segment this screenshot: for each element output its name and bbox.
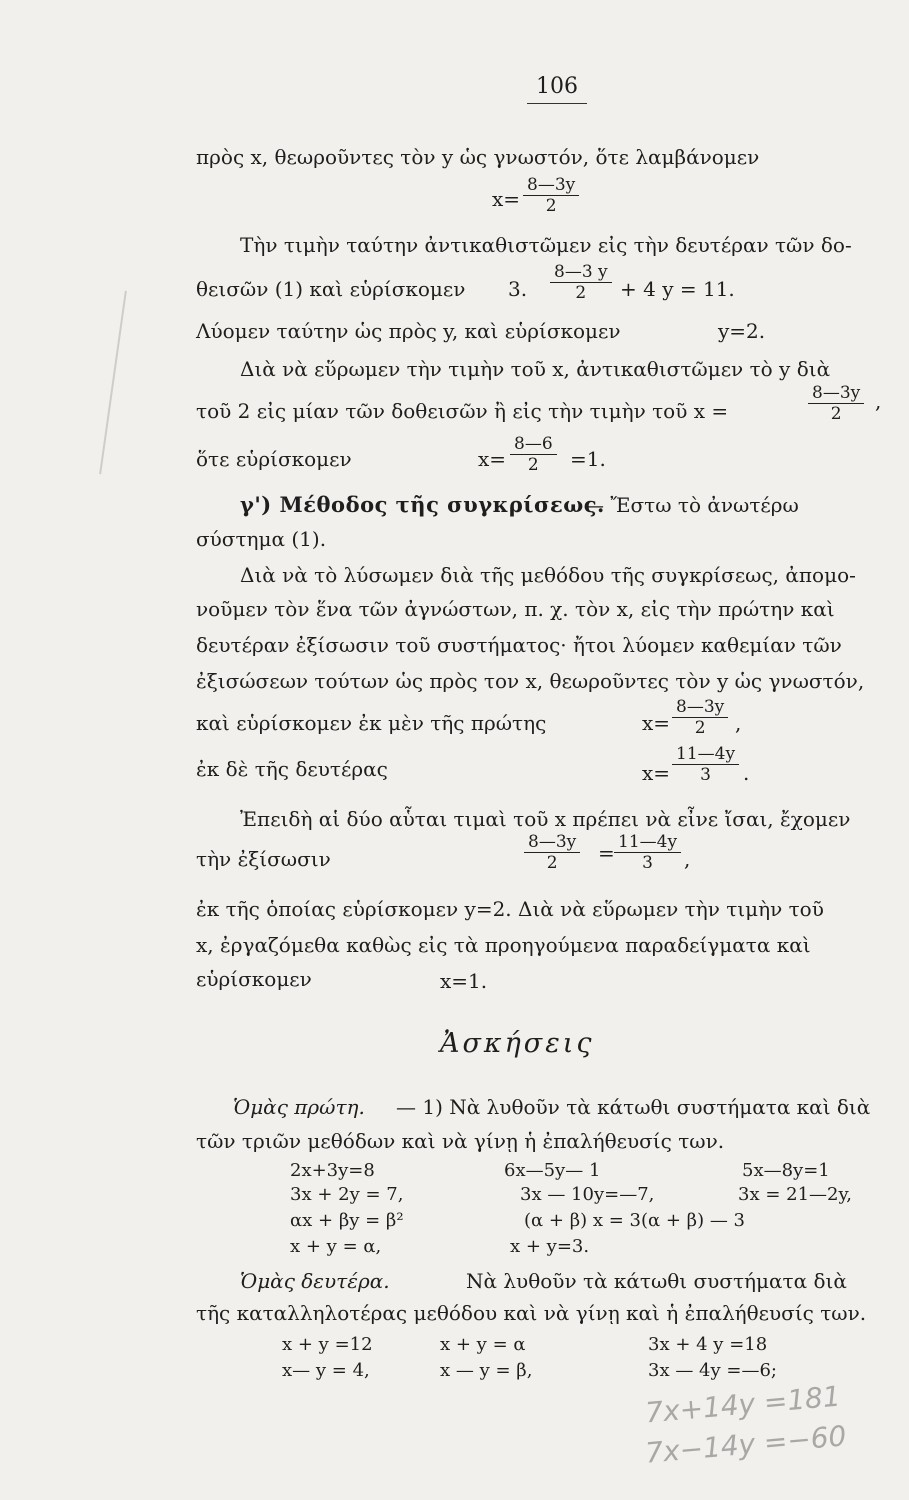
system-eq: 3x + 2y = 7, bbox=[290, 1184, 404, 1205]
text-line: ὅτε εὑρίσκομεν bbox=[196, 447, 352, 471]
eq-post: . bbox=[743, 761, 750, 785]
text-line: τοῦ 2 εἰς μίαν τῶν δοθεισῶν ἢ εἰς τὴν τιμὴν τοῦ x = bbox=[196, 399, 729, 423]
page-number: 106 bbox=[527, 74, 587, 104]
system-eq: x — y = β, bbox=[440, 1360, 533, 1381]
group-label bbox=[233, 1094, 365, 1120]
system-eq: x + y = α bbox=[440, 1334, 526, 1355]
fraction bbox=[550, 262, 612, 303]
system-eq: 3x — 4y =—6; bbox=[648, 1360, 777, 1381]
fraction-denominator: 2 bbox=[545, 196, 557, 216]
fraction-denominator: 2 bbox=[575, 283, 587, 303]
system-eq: x + y=3. bbox=[510, 1236, 590, 1257]
text-line: πρὸς x, θεωροῦντες τὸν y ὡς γνωστόν, ὅτε λαμβάνομεν bbox=[196, 145, 760, 169]
eq-lhs: x= bbox=[492, 187, 521, 211]
fraction-numerator: 8—3y bbox=[808, 383, 864, 404]
text-line: — Ἔστω τὸ ἀνωτέρω bbox=[584, 493, 799, 517]
text-line: Νὰ λυθοῦν τὰ κάτωθι συστήματα διὰ bbox=[466, 1269, 847, 1293]
eq-result: y=2. bbox=[718, 319, 766, 343]
system-eq: 6x—5y— 1 bbox=[504, 1160, 601, 1181]
system-eq: 5x—8y=1 bbox=[742, 1160, 830, 1181]
eq-lhs: x= bbox=[478, 447, 507, 471]
system-eq: 3x = 21—2y, bbox=[738, 1184, 852, 1205]
text-line: καὶ εὑρίσκομεν ἐκ μὲν τῆς πρώτης bbox=[196, 711, 547, 735]
eq-post: , bbox=[684, 847, 691, 871]
text-line: ἐκ τῆς ὁποίας εὑρίσκομεν y=2. Διὰ νὰ εὕρωμεν τὴν τιμὴν τοῦ bbox=[196, 897, 824, 921]
eq-post: + 4 y = 11. bbox=[620, 277, 735, 301]
system-eq: (α + β) x = 3(α + β) — 3 bbox=[524, 1210, 746, 1231]
text-line: — 1) Νὰ λυθοῦν τὰ κάτωθι συστήματα καὶ διὰ bbox=[396, 1095, 871, 1119]
fraction bbox=[510, 434, 557, 475]
exercises-heading: Ἀσκήσεις bbox=[440, 1028, 595, 1059]
eq-post: , bbox=[735, 711, 742, 735]
fraction bbox=[672, 744, 739, 785]
text-line: τῆς καταλληλοτέρας μεθόδου καὶ νὰ γίνῃ καὶ ἡ ἐπαλήθευσίς των. bbox=[196, 1301, 867, 1325]
group-label-text: Ὁμὰς δευτέρα. bbox=[240, 1269, 390, 1293]
fraction-numerator: 8—6 bbox=[510, 434, 557, 455]
text-line: τὴν ἐξίσωσιν bbox=[196, 847, 331, 871]
text-line: x, ἐργαζόμεθα καθὼς εἰς τὰ προηγούμενα παραδείγματα καὶ bbox=[196, 933, 811, 957]
fraction-denominator: 2 bbox=[527, 455, 539, 475]
fraction bbox=[614, 832, 681, 873]
fraction-numerator: 11—4y bbox=[614, 832, 681, 853]
system-eq: 2x+3y=8 bbox=[290, 1160, 375, 1181]
fraction bbox=[523, 175, 579, 216]
fraction-denominator: 3 bbox=[642, 853, 653, 873]
eq-mid: = bbox=[598, 841, 615, 865]
text-line: δευτέραν ἐξίσωσιν τοῦ συστήματος· ἤτοι λύομεν καθεμίαν τῶν bbox=[196, 633, 842, 657]
system-eq: x— y = 4, bbox=[282, 1360, 370, 1381]
eq-lhs: x= bbox=[642, 711, 671, 735]
section-title: γ') Μέθοδος τῆς συγκρίσεως. bbox=[240, 492, 605, 517]
fraction bbox=[808, 383, 864, 424]
fraction-denominator: 2 bbox=[830, 404, 842, 424]
text-line: νοῦμεν τὸν ἕνα τῶν ἀγνώστων, π. χ. τὸν x, εἰς τὴν πρώτην καὶ bbox=[196, 597, 835, 621]
text-line: τῶν τριῶν μεθόδων καὶ νὰ γίνῃ ἡ ἐπαλήθευσίς των. bbox=[196, 1129, 725, 1153]
fraction-denominator: 2 bbox=[694, 718, 706, 738]
group-label bbox=[240, 1268, 390, 1294]
eq-post: =1. bbox=[570, 447, 606, 471]
text-line: Λύομεν ταύτην ὡς πρὸς y, καὶ εὑρίσκομεν bbox=[196, 319, 621, 343]
fraction-numerator: 8—3 y bbox=[550, 262, 612, 283]
fraction-numerator: 8—3y bbox=[672, 697, 728, 718]
text-line: Διὰ νὰ εὕρωμεν τὴν τιμὴν τοῦ x, ἀντικαθιστῶμεν τὸ y διὰ bbox=[240, 357, 831, 381]
text-line: εὑρίσκομεν bbox=[196, 967, 312, 991]
handwritten-note: 7x−14y =−60 bbox=[643, 1419, 848, 1470]
text-line: Ἐπειδὴ αἱ δύο αὗται τιμαὶ τοῦ x πρέπει νὰ εἶνε ἴσαι, ἔχομεν bbox=[240, 807, 851, 831]
fraction-numerator: 8—3y bbox=[523, 175, 579, 196]
text-line: σύστημα (1). bbox=[196, 527, 327, 551]
handwritten-note: 7x+14y =181 bbox=[643, 1379, 842, 1430]
eq-post: , bbox=[875, 389, 882, 413]
text-line: ἐκ δὲ τῆς δευτέρας bbox=[196, 757, 388, 781]
margin-pencil-mark bbox=[99, 291, 127, 474]
text-line: Τὴν τιμὴν ταύτην ἀντικαθιστῶμεν εἰς τὴν δευτέραν τῶν δο- bbox=[240, 233, 852, 257]
system-eq: x + y = α, bbox=[290, 1236, 382, 1257]
fraction bbox=[672, 697, 728, 738]
system-eq: 3x — 10y=—7, bbox=[520, 1184, 655, 1205]
fraction bbox=[524, 832, 580, 873]
fraction-numerator: 11—4y bbox=[672, 744, 739, 765]
fraction-denominator: 2 bbox=[546, 853, 558, 873]
text-line: θεισῶν (1) καὶ εὑρίσκομεν bbox=[196, 277, 466, 301]
text-line: Διὰ νὰ τὸ λύσωμεν διὰ τῆς μεθόδου τῆς συγκρίσεως, ἀπομο- bbox=[240, 563, 856, 587]
eq-result: x=1. bbox=[440, 969, 488, 993]
system-eq: 3x + 4 y =18 bbox=[648, 1334, 768, 1355]
group-label-text: Ὁμὰς πρώτη. bbox=[233, 1095, 365, 1119]
system-eq: x + y =12 bbox=[282, 1334, 373, 1355]
text-line: ἐξισώσεων τούτων ὡς πρὸς τον x, θεωροῦντες τὸν y ὡς γνωστόν, bbox=[196, 669, 865, 693]
fraction-numerator: 8—3y bbox=[524, 832, 580, 853]
system-eq: αx + βy = β² bbox=[290, 1210, 404, 1231]
eq-lhs: x= bbox=[642, 761, 671, 785]
fraction-denominator: 3 bbox=[700, 765, 711, 785]
eq-pre: 3. bbox=[508, 277, 528, 301]
